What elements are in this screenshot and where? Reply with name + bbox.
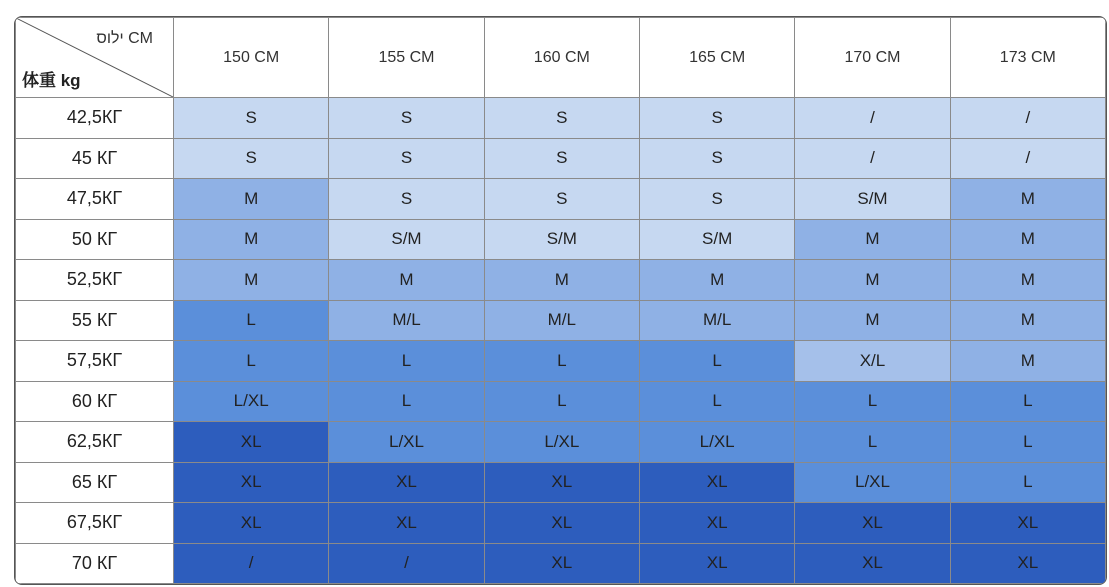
size-cell: M xyxy=(329,260,484,301)
size-cell: L/XL xyxy=(174,381,329,422)
size-cell: XL xyxy=(950,543,1105,584)
size-cell: L xyxy=(639,381,794,422)
size-cell: L xyxy=(950,381,1105,422)
size-cell: M xyxy=(484,260,639,301)
size-cell: M xyxy=(174,260,329,301)
weight-axis-label: 体重 kg xyxy=(22,71,81,90)
weight-cell: 67,5КГ xyxy=(16,503,174,544)
size-cell: S xyxy=(639,138,794,179)
size-cell: S xyxy=(484,179,639,220)
size-cell: L xyxy=(639,341,794,382)
size-cell: XL xyxy=(329,503,484,544)
table-row xyxy=(16,138,1106,179)
size-cell: / xyxy=(795,138,950,179)
weight-cell: 70 КГ xyxy=(16,543,174,584)
weight-cell: 55 КГ xyxy=(16,300,174,341)
size-cell: XL xyxy=(639,503,794,544)
size-cell: S xyxy=(329,98,484,139)
size-cell: S xyxy=(329,179,484,220)
size-cell: XL xyxy=(329,462,484,503)
table-body xyxy=(16,98,1106,584)
size-cell: / xyxy=(950,138,1105,179)
size-cell: XL xyxy=(484,543,639,584)
table-row xyxy=(16,543,1106,584)
size-chart xyxy=(14,16,1107,585)
size-cell: XL xyxy=(795,543,950,584)
size-cell: S/M xyxy=(795,179,950,220)
size-cell: S xyxy=(174,138,329,179)
size-cell: L xyxy=(795,422,950,463)
size-cell: XL xyxy=(174,462,329,503)
size-cell: L xyxy=(950,462,1105,503)
size-cell: M xyxy=(795,300,950,341)
weight-cell: 42,5КГ xyxy=(16,98,174,139)
size-cell: M/L xyxy=(484,300,639,341)
size-cell: M xyxy=(950,341,1105,382)
size-cell: XL xyxy=(174,422,329,463)
size-cell: L xyxy=(329,341,484,382)
size-cell: X/L xyxy=(795,341,950,382)
column-header: 173 CM xyxy=(950,18,1105,98)
weight-cell: 57,5КГ xyxy=(16,341,174,382)
column-header: 170 CM xyxy=(795,18,950,98)
size-cell: M/L xyxy=(639,300,794,341)
size-cell: M xyxy=(950,219,1105,260)
table-row xyxy=(16,219,1106,260)
weight-cell: 65 КГ xyxy=(16,462,174,503)
size-cell: M xyxy=(950,260,1105,301)
size-cell: S xyxy=(484,138,639,179)
size-cell: S/M xyxy=(484,219,639,260)
corner-cell xyxy=(16,18,174,98)
size-cell: S xyxy=(484,98,639,139)
table-row xyxy=(16,98,1106,139)
size-cell: M xyxy=(639,260,794,301)
header-row xyxy=(16,18,1106,98)
size-table xyxy=(15,17,1106,584)
weight-cell: 47,5КГ xyxy=(16,179,174,220)
size-cell: L xyxy=(484,341,639,382)
size-cell: M xyxy=(950,300,1105,341)
size-cell: L/XL xyxy=(639,422,794,463)
size-cell: M xyxy=(174,219,329,260)
size-cell: L/XL xyxy=(484,422,639,463)
weight-cell: 45 КГ xyxy=(16,138,174,179)
size-cell: XL xyxy=(795,503,950,544)
table-row xyxy=(16,503,1106,544)
size-cell: S/M xyxy=(639,219,794,260)
size-cell: M/L xyxy=(329,300,484,341)
table-row xyxy=(16,341,1106,382)
height-axis-label: ילוס CM xyxy=(96,30,153,47)
column-header: 165 CM xyxy=(639,18,794,98)
size-cell: / xyxy=(795,98,950,139)
size-cell: L xyxy=(950,422,1105,463)
column-header: 155 CM xyxy=(329,18,484,98)
size-cell: L/XL xyxy=(329,422,484,463)
size-cell: L xyxy=(795,381,950,422)
table-row xyxy=(16,381,1106,422)
size-cell: L xyxy=(174,300,329,341)
table-row xyxy=(16,260,1106,301)
size-cell: XL xyxy=(484,462,639,503)
column-header: 160 CM xyxy=(484,18,639,98)
table-row xyxy=(16,300,1106,341)
size-cell: S xyxy=(174,98,329,139)
size-cell: XL xyxy=(484,503,639,544)
table-row xyxy=(16,462,1106,503)
weight-cell: 62,5КГ xyxy=(16,422,174,463)
size-cell: S xyxy=(639,179,794,220)
size-cell: / xyxy=(174,543,329,584)
size-cell: S xyxy=(329,138,484,179)
table-row xyxy=(16,179,1106,220)
size-cell: / xyxy=(329,543,484,584)
column-header: 150 CM xyxy=(174,18,329,98)
size-cell: L xyxy=(329,381,484,422)
size-cell: S/M xyxy=(329,219,484,260)
weight-cell: 60 КГ xyxy=(16,381,174,422)
size-cell: S xyxy=(639,98,794,139)
weight-cell: 50 КГ xyxy=(16,219,174,260)
size-cell: M xyxy=(174,179,329,220)
weight-cell: 52,5КГ xyxy=(16,260,174,301)
size-cell: M xyxy=(795,260,950,301)
size-cell: L xyxy=(484,381,639,422)
size-cell: M xyxy=(795,219,950,260)
size-cell: XL xyxy=(174,503,329,544)
size-cell: XL xyxy=(639,462,794,503)
size-cell: XL xyxy=(639,543,794,584)
size-cell: XL xyxy=(950,503,1105,544)
table-row xyxy=(16,422,1106,463)
size-cell: L/XL xyxy=(795,462,950,503)
size-cell: M xyxy=(950,179,1105,220)
size-cell: / xyxy=(950,98,1105,139)
size-cell: L xyxy=(174,341,329,382)
